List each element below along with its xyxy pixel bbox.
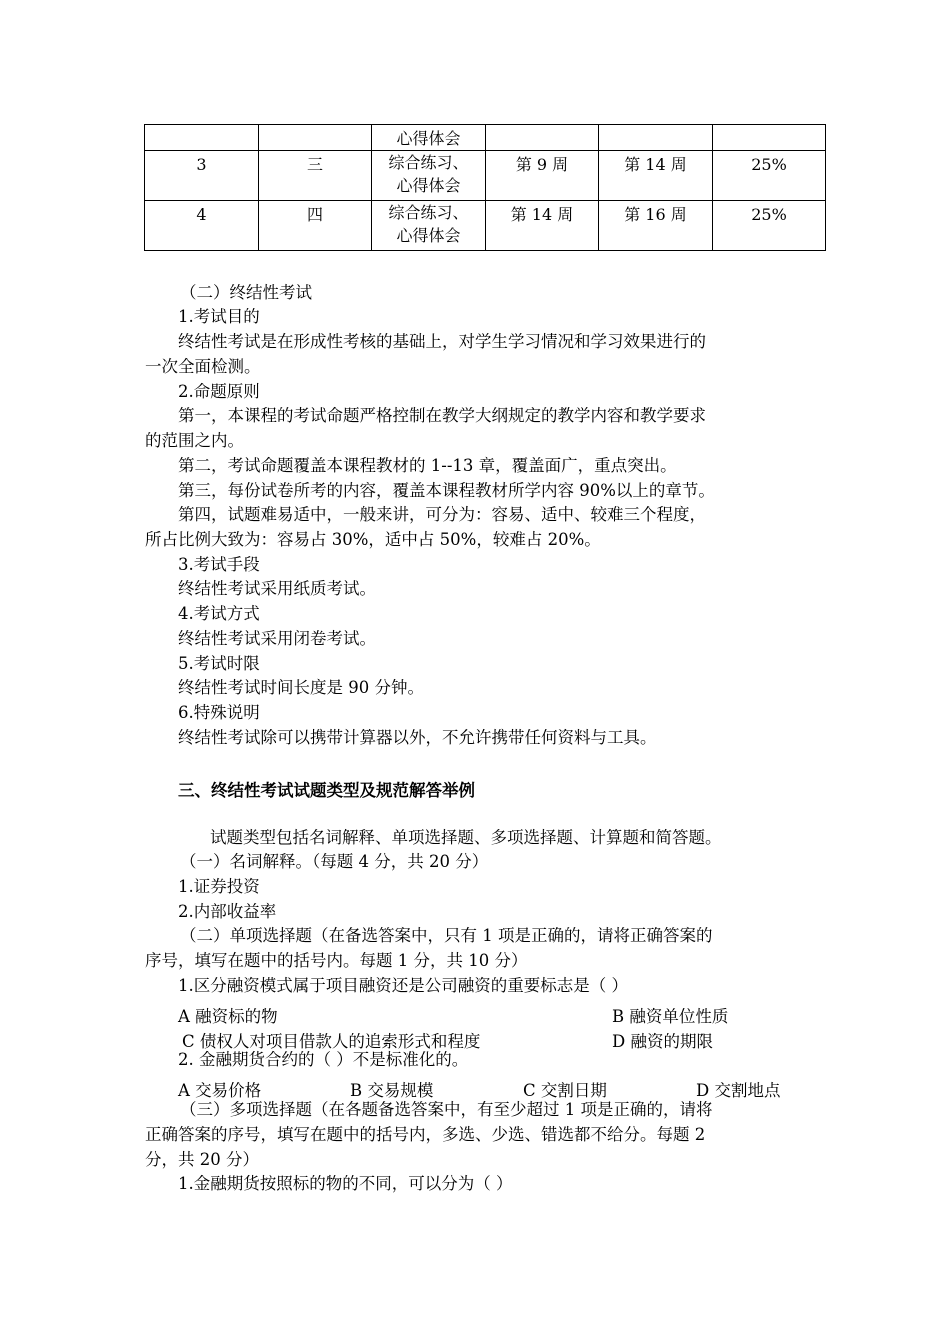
table-cell: 心得体会 bbox=[372, 125, 486, 151]
table-cell: 第 14 周 bbox=[599, 151, 713, 201]
paragraph-line: 终结性考试采用纸质考试。 bbox=[178, 579, 376, 598]
paragraph-line: 终结性考试是在形成性考核的基础上，对学生学习情况和学习效果进行的 bbox=[178, 332, 706, 351]
table-cell bbox=[713, 125, 826, 151]
subsection-heading: 6.特殊说明 bbox=[178, 703, 260, 722]
question-item: 1.区分融资模式属于项目融资还是公司融资的重要标志是（ ） bbox=[178, 976, 628, 995]
table-cell: 3 bbox=[145, 151, 259, 201]
section-heading: （一）名词解释。（每题 4 分，共 20 分） bbox=[180, 852, 489, 871]
table-cell bbox=[599, 125, 713, 151]
option-d: D 融资的期限 bbox=[612, 1032, 713, 1051]
paragraph-line: 的范围之内。 bbox=[145, 431, 244, 450]
subsection-heading: 3.考试手段 bbox=[178, 555, 260, 574]
question-item: 2.内部收益率 bbox=[178, 902, 277, 921]
paragraph-line: 终结性考试时间长度是 90 分钟。 bbox=[178, 678, 424, 697]
subsection-heading: 2.命题原则 bbox=[178, 382, 260, 401]
paragraph-line: 序号，填写在题中的括号内。每题 1 分，共 10 分） bbox=[145, 951, 528, 970]
table-row bbox=[145, 151, 826, 201]
question-item: 2. 金融期货合约的（ ）不是标准化的。 bbox=[178, 1050, 469, 1069]
subsection-heading: 1.考试目的 bbox=[178, 307, 260, 326]
option-b: B 融资单位性质 bbox=[612, 1007, 729, 1026]
schedule-table bbox=[144, 124, 826, 251]
table-cell: 综合练习、心得体会 bbox=[372, 151, 486, 201]
table-cell: 25% bbox=[713, 201, 826, 251]
option-c: C 债权人对项目借款人的追索形式和程度 bbox=[182, 1032, 481, 1051]
paragraph-line: 终结性考试除可以携带计算器以外，不允许携带任何资料与工具。 bbox=[178, 728, 657, 747]
table-cell: 三 bbox=[259, 151, 372, 201]
paragraph-line: 所占比例大致为：容易占 30%，适中占 50%，较难占 20%。 bbox=[145, 530, 601, 549]
paragraph-line: 第一，本课程的考试命题严格控制在教学大纲规定的教学内容和教学要求 bbox=[178, 406, 706, 425]
table-cell: 第 16 周 bbox=[599, 201, 713, 251]
table-cell bbox=[259, 125, 372, 151]
option-d: D 交割地点 bbox=[696, 1081, 781, 1100]
section-heading: （二）单项选择题（在备选答案中，只有 1 项是正确的，请将正确答案的 bbox=[180, 926, 713, 945]
paragraph-line: 终结性考试采用闭卷考试。 bbox=[178, 629, 376, 648]
option-b: B 交易规模 bbox=[350, 1081, 434, 1100]
section-heading: （三）多项选择题（在各题备选答案中，有至少超过 1 项是正确的，请将 bbox=[180, 1100, 713, 1119]
subsection-heading: 4.考试方式 bbox=[178, 604, 260, 623]
table-cell bbox=[486, 125, 599, 151]
chapter-heading: 三、终结性考试试题类型及规范解答举例 bbox=[178, 781, 475, 800]
table-cell: 四 bbox=[259, 201, 372, 251]
question-item: 1.证券投资 bbox=[178, 877, 260, 896]
paragraph-line: 第四，试题难易适中，一般来讲，可分为：容易、适中、较难三个程度， bbox=[178, 505, 706, 524]
table-cell: 4 bbox=[145, 201, 259, 251]
table-row bbox=[145, 125, 826, 151]
table-cell: 25% bbox=[713, 151, 826, 201]
paragraph-line: 一次全面检测。 bbox=[145, 357, 261, 376]
table-cell: 综合练习、心得体会 bbox=[372, 201, 486, 251]
paragraph-line: 第三，每份试卷所考的内容，覆盖本课程教材所学内容 90%以上的章节。 bbox=[178, 481, 715, 500]
table-row bbox=[145, 201, 826, 251]
paragraph-line: 第二，考试命题覆盖本课程教材的 1--13 章，覆盖面广，重点突出。 bbox=[178, 456, 677, 475]
paragraph-line: 正确答案的序号，填写在题中的括号内，多选、少选、错选都不给分。每题 2 bbox=[145, 1125, 706, 1144]
table-cell: 第 14 周 bbox=[486, 201, 599, 251]
option-a: A 交易价格 bbox=[178, 1081, 262, 1100]
subsection-heading: 5.考试时限 bbox=[178, 654, 260, 673]
paragraph-line: 试题类型包括名词解释、单项选择题、多项选择题、计算题和简答题。 bbox=[210, 828, 722, 847]
table-cell bbox=[145, 125, 259, 151]
section-heading: （二）终结性考试 bbox=[180, 283, 312, 302]
option-c: C 交割日期 bbox=[523, 1081, 607, 1100]
table-cell: 第 9 周 bbox=[486, 151, 599, 201]
question-item: 1.金融期货按照标的物的不同，可以分为（ ） bbox=[178, 1174, 513, 1193]
paragraph-line: 分，共 20 分） bbox=[145, 1150, 259, 1169]
option-a: A 融资标的物 bbox=[178, 1007, 278, 1026]
